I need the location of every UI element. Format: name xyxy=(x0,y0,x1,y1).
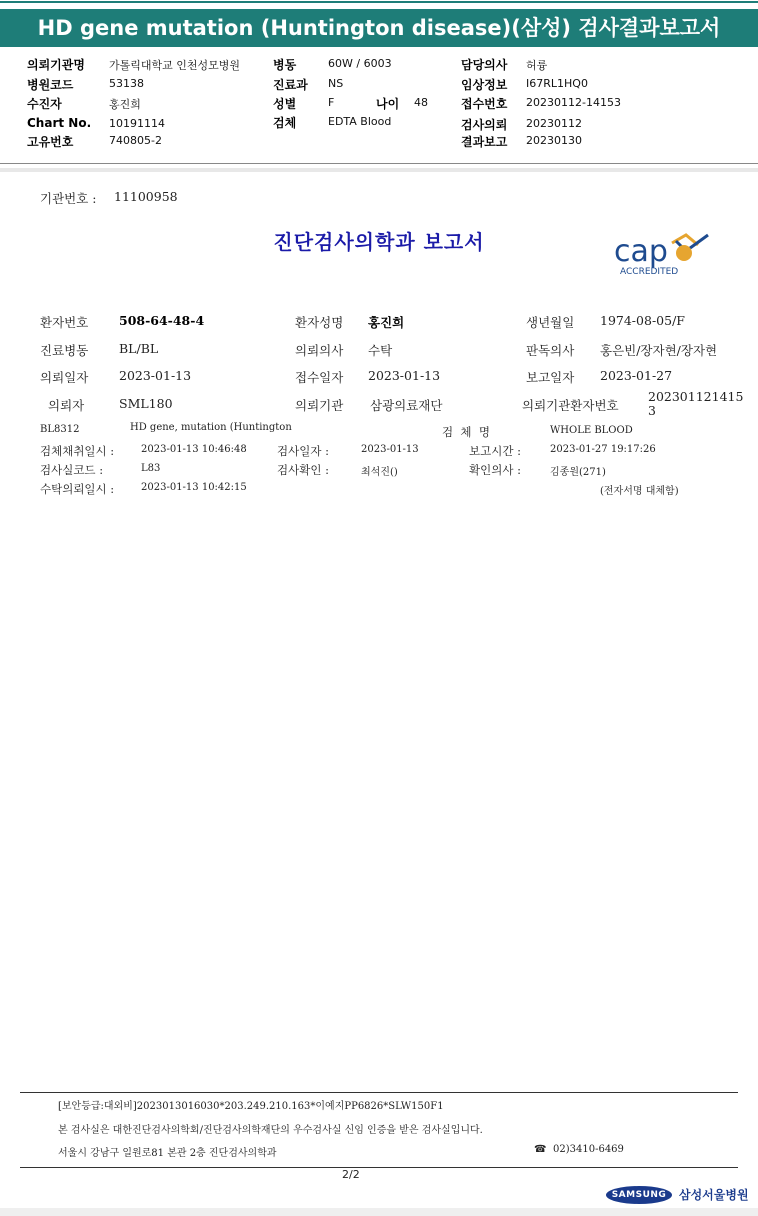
value-clinical-ward: BL/BL xyxy=(119,341,159,356)
institution-no-label: 기관번호 : xyxy=(40,191,97,206)
value-department: NS xyxy=(328,77,344,90)
value-report-time: 2023-01-27 19:17:26 xyxy=(550,444,656,455)
label-org-patient-no: 의뢰기관환자번호 xyxy=(522,398,619,413)
value-sex: F xyxy=(328,96,335,109)
value-requesting-org: 삼광의료재단 xyxy=(370,398,443,413)
label-lab-code: 검사실코드 : xyxy=(40,463,104,477)
label-specimen: 검체 xyxy=(273,116,297,130)
label-examinee: 수진자 xyxy=(27,97,62,111)
label-test-date: 검사일자 : xyxy=(277,444,329,458)
header-divider xyxy=(0,163,758,164)
value-requester: SML180 xyxy=(119,396,173,411)
label-requester: 의뢰자 xyxy=(48,398,85,413)
label-chart-no: Chart No. xyxy=(27,116,92,130)
value-patient-no: 508-64-48-4 xyxy=(119,313,205,328)
value-request-date: 2023-01-13 xyxy=(119,368,192,383)
label-receipt-date: 접수일자 xyxy=(295,370,344,385)
value-test-date: 2023-01-13 xyxy=(361,444,419,455)
label-receipt-no: 접수번호 xyxy=(461,97,508,111)
report-header-title: HD gene mutation (Huntington disease)(삼성) 검사결과보고서 xyxy=(0,9,758,47)
value-result-report: 20230130 xyxy=(526,134,582,147)
label-patient-name: 환자성명 xyxy=(295,315,344,330)
value-clinical-info: I67RL1HQ0 xyxy=(526,77,588,90)
label-confirming-doctor: 확인의사 : xyxy=(469,463,521,477)
samsung-logo-badge: SAMSUNG xyxy=(606,1186,672,1204)
page-number: 2/2 xyxy=(342,1168,360,1181)
bottom-strip xyxy=(0,1208,758,1216)
label-test-request: 검사의뢰 xyxy=(461,118,508,132)
specimen-name-value: WHOLE BLOOD xyxy=(550,425,633,436)
value-patient-name: 홍진희 xyxy=(368,315,405,330)
label-attending-doctor: 담당의사 xyxy=(461,58,508,72)
cap-accredited-logo xyxy=(612,233,712,281)
value-test-request: 20230112 xyxy=(526,117,582,130)
value-test-verification: 최석진() xyxy=(361,467,398,478)
label-report-date: 보고일자 xyxy=(526,370,575,385)
value-unique-no: 740805-2 xyxy=(109,134,162,147)
footer-divider xyxy=(20,1092,738,1093)
label-birth-date: 생년월일 xyxy=(526,315,575,330)
label-report-time: 보고시간 : xyxy=(469,444,521,458)
label-requesting-org: 의뢰기관 xyxy=(295,398,344,413)
value-reading-doctor: 홍은빈/장자현/장자현 xyxy=(600,343,718,358)
value-requesting-doctor: 수탁 xyxy=(368,343,393,358)
value-consignment-datetime: 2023-01-13 10:42:15 xyxy=(141,482,247,493)
label-ward: 병동 xyxy=(273,58,297,72)
value-specimen: EDTA Blood xyxy=(328,115,392,128)
label-hospital-code: 병원코드 xyxy=(27,78,74,92)
label-result-report: 결과보고 xyxy=(461,135,508,149)
value-receipt-no: 20230112-14153 xyxy=(526,96,621,109)
label-collection-datetime: 검체채취일시 : xyxy=(40,444,115,458)
value-collection-datetime: 2023-01-13 10:46:48 xyxy=(141,444,247,455)
label-test-verification: 검사확인 : xyxy=(277,463,329,477)
label-consignment-datetime: 수탁의뢰일시 : xyxy=(40,482,115,496)
label-requesting-institution: 의뢰기관명 xyxy=(27,58,85,72)
security-line: [보안등급:대외비]2023013016030*203.249.210.163*이예지PP6826*SLW150F1 xyxy=(58,1101,444,1112)
label-reading-doctor: 판독의사 xyxy=(526,343,575,358)
value-report-date: 2023-01-27 xyxy=(600,368,673,383)
certification-text: 본 검사실은 대한진단검사의학회/진단검사의학재단의 우수검사실 신임 인증을 받은 검사실입니다. xyxy=(58,1125,483,1136)
label-clinical-info: 임상정보 xyxy=(461,78,508,92)
report-title: 진단검사의학과 보고서 xyxy=(273,230,485,254)
phone-icon: ☎ xyxy=(534,1144,547,1155)
test-name: HD gene, mutation (Huntington xyxy=(130,422,292,433)
label-clinical-ward: 진료병동 xyxy=(40,343,89,358)
label-patient-no: 환자번호 xyxy=(40,315,89,330)
value-attending-doctor: 허륭 xyxy=(526,59,548,72)
esign-note: (전자서명 대체함) xyxy=(600,486,679,497)
header-shadow xyxy=(0,168,758,172)
label-age: 나이 xyxy=(376,97,400,111)
value-org-patient-no: 202301121415 xyxy=(648,389,744,404)
specimen-name-label: 검 체 명 xyxy=(442,425,490,439)
value-ward: 60W / 6003 xyxy=(328,57,392,70)
value-age: 48 xyxy=(414,96,428,109)
value-birth-date: 1974-08-05/F xyxy=(600,313,685,328)
label-request-date: 의뢰일자 xyxy=(40,370,89,385)
cap-logo-sub: ACCREDITED xyxy=(620,267,679,277)
label-department: 진료과 xyxy=(273,78,308,92)
value-lab-code: L83 xyxy=(141,463,161,474)
top-rule xyxy=(0,1,758,3)
footer-divider-bottom xyxy=(20,1167,738,1168)
value-receipt-date: 2023-01-13 xyxy=(368,368,441,383)
test-code: BL8312 xyxy=(40,424,80,435)
cap-logo-text: cap xyxy=(614,234,668,269)
address-text: 서울시 강남구 일원로81 본관 2층 진단검사의학과 xyxy=(58,1148,277,1159)
label-sex: 성별 xyxy=(273,97,297,111)
samsung-medical-center-name: 삼성서울병원 xyxy=(679,1188,749,1202)
value-requesting-institution: 가톨릭대학교 인천성모병원 xyxy=(109,59,241,72)
label-unique-no: 고유번호 xyxy=(27,135,74,149)
value-chart-no: 10191114 xyxy=(109,117,165,130)
value-examinee: 홍진희 xyxy=(109,98,141,111)
label-requesting-doctor: 의뢰의사 xyxy=(295,343,344,358)
phone-number: 02)3410-6469 xyxy=(553,1144,624,1155)
value-hospital-code: 53138 xyxy=(109,77,144,90)
value-org-patient-no-cont: 3 xyxy=(648,403,656,418)
institution-no: 11100958 xyxy=(114,189,178,204)
value-confirming-doctor: 김종원(271) xyxy=(550,467,606,478)
